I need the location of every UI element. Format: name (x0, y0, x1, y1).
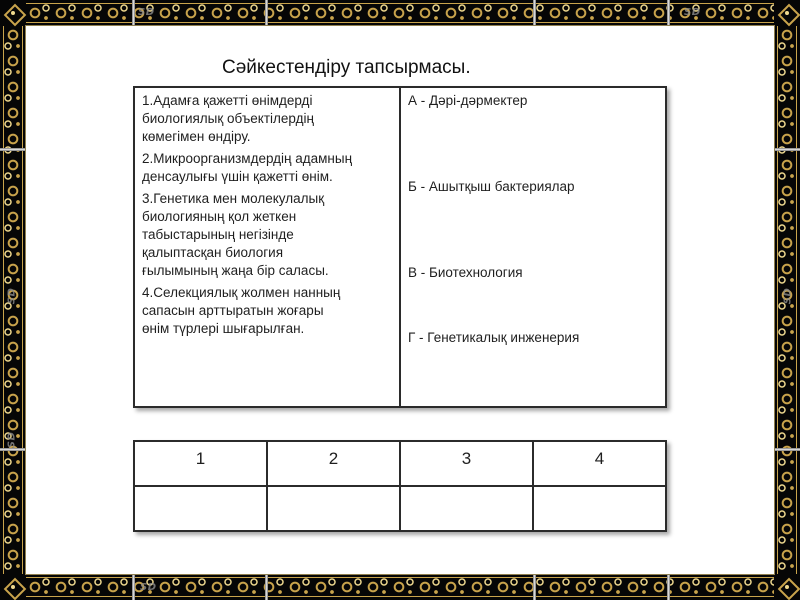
frame-tile-divider (0, 148, 26, 151)
frame-corner-ornament (0, 0, 26, 26)
term-item: В - Биотехнология (408, 265, 523, 280)
watermark-text: SD (6, 431, 18, 449)
answer-table (133, 440, 667, 532)
watermark-text: SD (138, 7, 155, 18)
frame-tile-divider (667, 574, 670, 600)
answer-column-header: 1 (134, 441, 267, 486)
watermark-text: SD (140, 582, 157, 593)
frame-corner-ornament (774, 0, 800, 26)
frame-corner-ornament (774, 574, 800, 600)
term-item: Г - Генетикалық инженерия (408, 330, 580, 345)
watermark-text: SD (782, 287, 794, 305)
statements-cell (134, 87, 400, 407)
answer-cell (533, 486, 666, 531)
terms-list (401, 88, 665, 406)
frame-tile-divider (132, 574, 135, 600)
answer-column-header: 2 (267, 441, 400, 486)
slide-title: Сәйкестендіру тапсырмасы. (222, 57, 471, 78)
frame-tile-divider (667, 0, 670, 26)
term-item: А - Дәрі-дәрмектер (408, 93, 528, 108)
frame-tile-divider (774, 148, 800, 151)
answer-row (134, 486, 666, 531)
frame-tile-divider (0, 448, 26, 451)
frame-tile-divider (533, 0, 536, 26)
matching-table (133, 86, 667, 408)
terms-cell (400, 87, 666, 407)
watermark-text: SD (6, 287, 18, 305)
statement-item: 1.Адамға қажетті өнімдерді биологиялық объектілердің көмегімен өндіру. (142, 93, 314, 144)
frame-tile-divider (265, 0, 268, 26)
answer-cell (400, 486, 533, 531)
frame-tile-divider (132, 0, 135, 26)
table-row (134, 87, 666, 407)
statement-item: 4.Селекциялық жолмен нанның сапасын арттыратын жоғары өнім түрлері шығарылған. (142, 285, 341, 336)
frame-tile-divider (533, 574, 536, 600)
answer-column-header: 4 (533, 441, 666, 486)
frame-tile-divider (265, 574, 268, 600)
term-item: Б - Ашытқыш бактериялар (408, 179, 575, 194)
frame-border-bottom (0, 574, 800, 600)
answer-cell (134, 486, 267, 531)
answer-column-header: 3 (400, 441, 533, 486)
frame-border-top (0, 0, 800, 26)
slide-panel (26, 26, 774, 574)
watermark-text: SD (684, 7, 701, 18)
statement-item: 2.Микроорганизмдердің адамның денсаулығы үшін қажетті өнім. (142, 151, 353, 184)
statement-item: 3.Генетика мен молекулалық биологияның қол жеткен табыстарының негізінде қалыптасқан биология ғылымының жаңа бір саласы. (142, 191, 329, 278)
frame-tile-divider (774, 448, 800, 451)
answer-header-row (134, 441, 666, 486)
frame-corner-ornament (0, 574, 26, 600)
answer-cell (267, 486, 400, 531)
